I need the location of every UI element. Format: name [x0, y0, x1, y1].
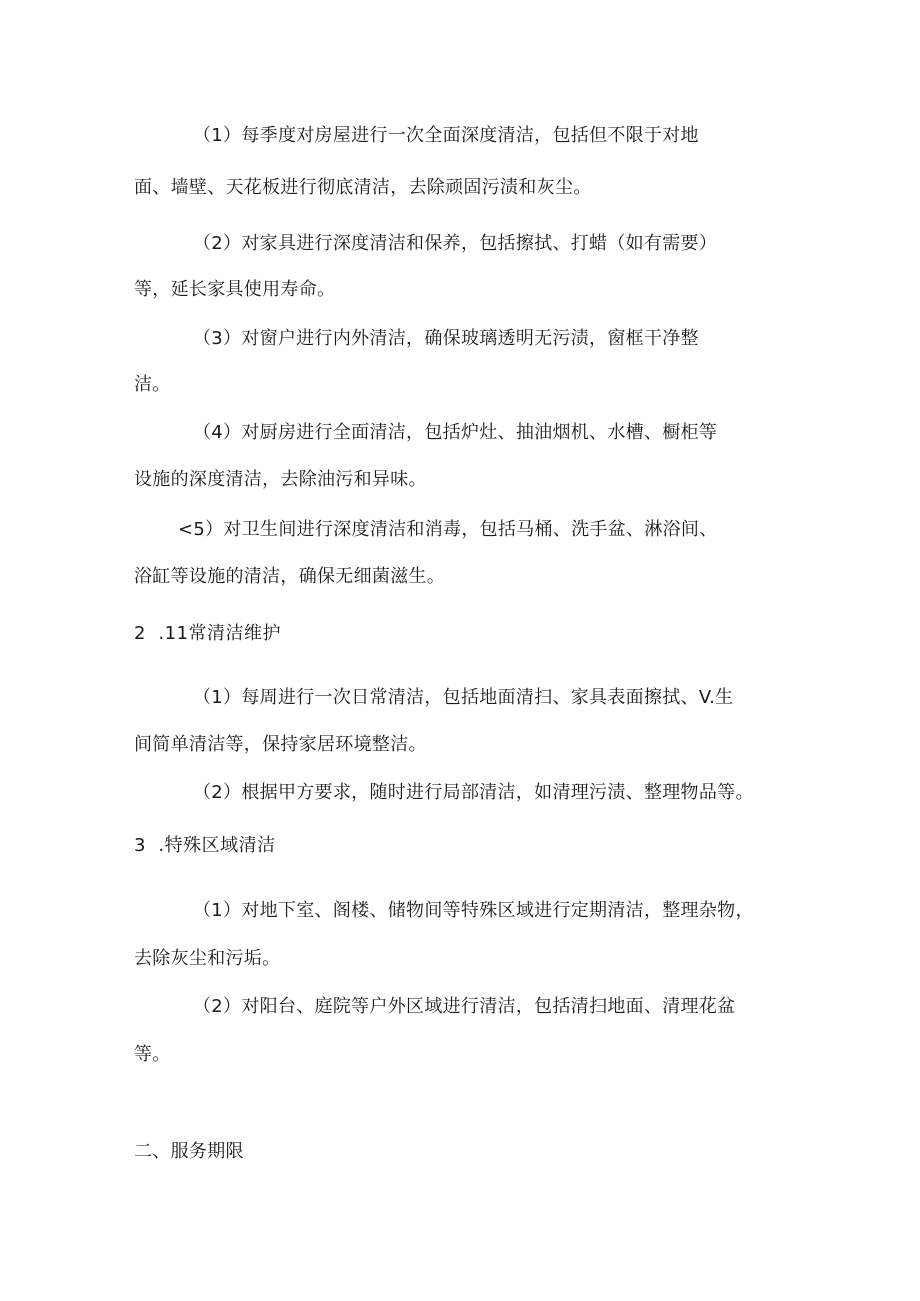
deep-cleaning-item-5-line-1: <5）对卫生间进行深度清洁和消毒，包括马桶、洗手盆、淋浴间、	[178, 519, 718, 540]
deep-cleaning-item-4-line-1: （4）对厨房进行全面清洁，包括炉灶、抽油烟机、水槽、橱柜等	[193, 422, 718, 443]
deep-cleaning-item-3-line-1: （3）对窗户进行内外清洁，确保玻璃透明无污渍，窗框干净整	[193, 328, 699, 349]
deep-cleaning-item-1-line-1: （1）每季度对房屋进行一次全面深度清洁，包括但不限于对地	[193, 125, 699, 146]
daily-cleaning-item-2-line-1: （2）根据甲方要求，随时进行局部清洁，如清理污渍、整理物品等。	[193, 782, 754, 803]
deep-cleaning-item-4-line-2: 设施的深度清洁，去除油污和异味。	[134, 469, 427, 490]
special-area-item-2-line-2: 等。	[134, 1044, 171, 1065]
deep-cleaning-item-2-line-2: 等，延长家具使用寿命。	[134, 279, 336, 300]
special-area-item-1-line-1: （1）对地下室、阁楼、储物间等特殊区域进行定期清洁，整理杂物，	[193, 900, 754, 921]
daily-cleaning-item-1-line-1: （1）每周进行一次日常清洁，包括地面清扫、家具表面擦拭、V.生	[193, 687, 734, 708]
deep-cleaning-item-2-line-1: （2）对家具进行深度清洁和保养，包括擦拭、打蜡（如有需要）	[193, 233, 718, 254]
deep-cleaning-item-5-line-2: 浴缸等设施的清洁，确保无细菌滋生。	[134, 566, 446, 587]
service-period-heading: 二、服务期限	[134, 1141, 244, 1162]
section-3-heading: 3 .特殊区域清洁	[134, 835, 276, 856]
special-area-item-1-line-2: 去除灰尘和污垢。	[134, 948, 281, 969]
section-2-heading: 2 .11常清洁维护	[134, 623, 282, 644]
deep-cleaning-item-3-line-2: 洁。	[134, 374, 171, 395]
special-area-item-2-line-1: （2）对阳台、庭院等户外区域进行清洁，包括清扫地面、清理花盆	[193, 996, 736, 1017]
deep-cleaning-item-1-line-2: 面、墙壁、天花板进行彻底清洁，去除顽固污渍和灰尘。	[134, 177, 592, 198]
daily-cleaning-item-1-line-2: 间简单清洁等，保持家居环境整洁。	[134, 734, 427, 755]
